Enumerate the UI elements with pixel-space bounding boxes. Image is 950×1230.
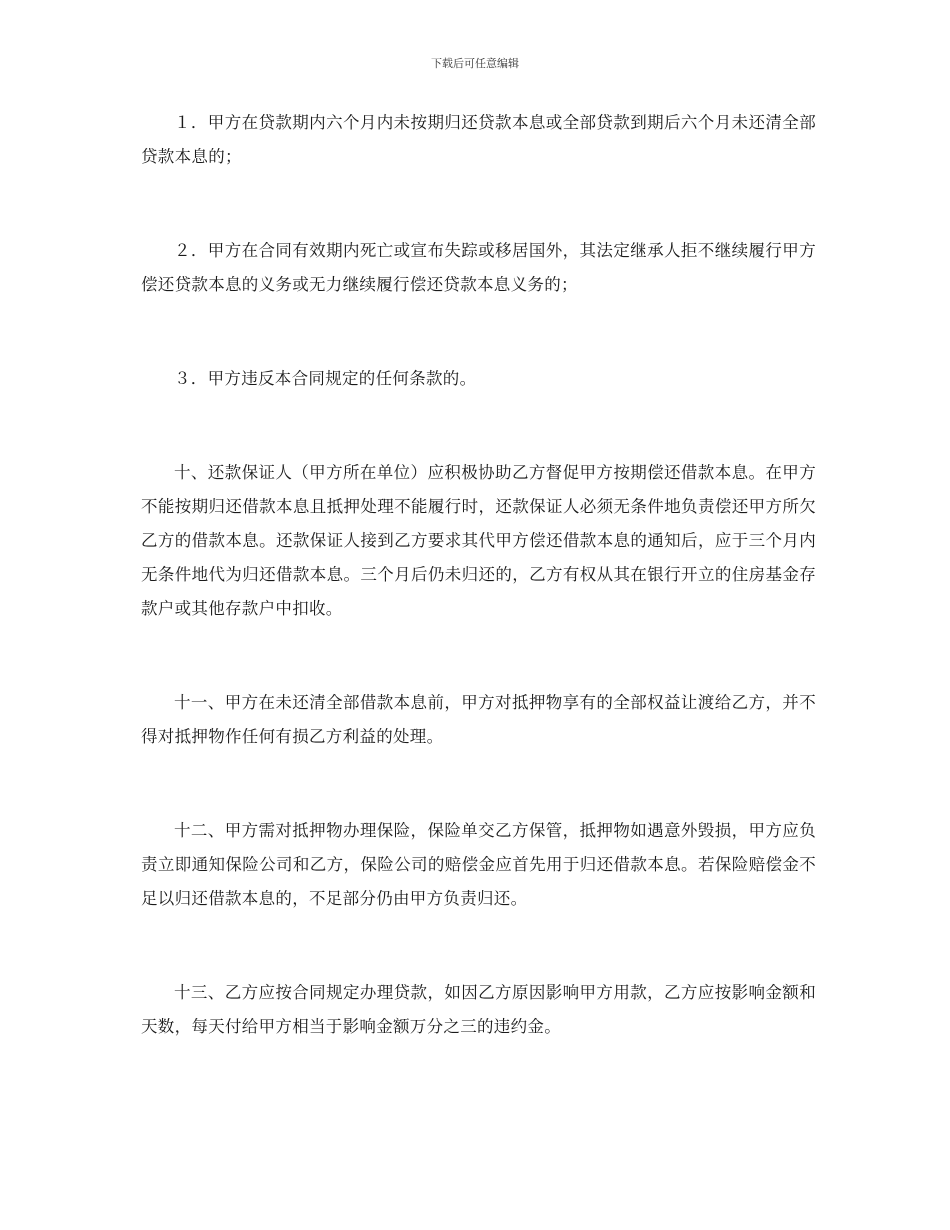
clause-3: ３．甲方违反本合同规定的任何条款的。 [174, 369, 477, 388]
article-10: 十、还款保证人（甲方所在单位）应积极协助乙方督促甲方按期偿还借款本息。在甲方不能按期归还借款本息且抵押处理不能履行时，还款保证人必须无条件地负责偿还甲方所欠乙方的借款本息。还款保证人接到乙方要求其代甲方偿还借款本息的通知后，应于三个月内无条件地代为归还借款本息。三个月后仍未归还的，乙方有权从其在银行开立的住房基金存款户或其他存款户中扣收。 [141, 463, 816, 618]
article-11: 十一、甲方在未还清全部借款本息前，甲方对抵押物享有的全部权益让渡给乙方，并不得对抵押物作任何有损乙方利益的处理。 [141, 693, 816, 746]
clause-2: ２．甲方在合同有效期内死亡或宣布失踪或移居国外，其法定继承人拒不继续履行甲方偿还贷款本息的义务或无力继续履行偿还贷款本息义务的； [141, 241, 816, 294]
article-13: 十三、乙方应按合同规定办理贷款，如因乙方原因影响甲方用款，乙方应按影响金额和天数，每天付给甲方相当于影响金额万分之三的违约金。 [141, 983, 816, 1036]
document-body [141, 106, 816, 1104]
page-header-note: 下载后可任意编辑 [431, 57, 519, 70]
article-12: 十二、甲方需对抵押物办理保险，保险单交乙方保管，抵押物如遇意外毁损，甲方应负责立即通知保险公司和乙方，保险公司的赔偿金应首先用于归还借款本息。若保险赔偿金不足以归还借款本息的，不足部分仍由甲方负责归还。 [141, 821, 816, 908]
clause-1: １．甲方在贷款期内六个月内未按期归还贷款本息或全部贷款到期后六个月未还清全部贷款本息的； [141, 113, 816, 166]
